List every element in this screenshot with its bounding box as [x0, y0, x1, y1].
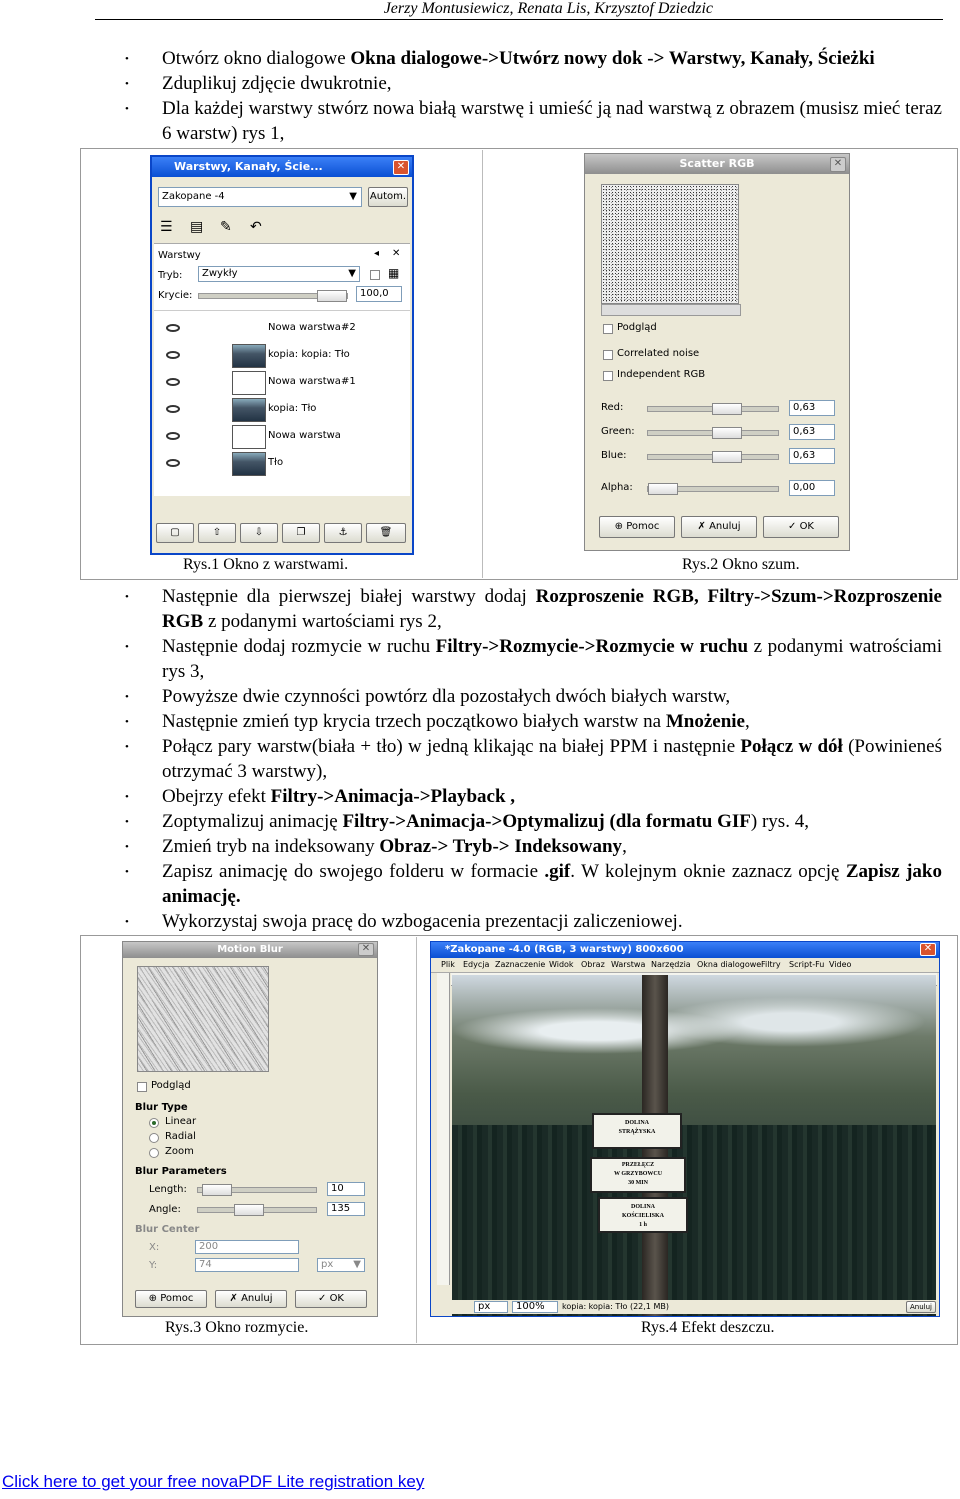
- zoom-radio[interactable]: [149, 1148, 159, 1158]
- menu-item[interactable]: Warstwa: [611, 960, 646, 969]
- radial-label: Radial: [165, 1131, 196, 1142]
- angle-label: Angle:: [149, 1204, 181, 1215]
- length-slider[interactable]: [197, 1187, 317, 1193]
- close-icon[interactable]: ✕: [920, 943, 936, 956]
- layers-title-bar[interactable]: Warstwy, Kanały, Ście... ✕: [152, 157, 412, 177]
- blue-slider[interactable]: [647, 454, 779, 460]
- instruction-list-2: [162, 584, 942, 934]
- correlated-label: Correlated noise: [617, 348, 700, 359]
- preview-label: Podgląd: [151, 1080, 191, 1091]
- blur-type-heading: Blur Type: [135, 1102, 188, 1113]
- raise-layer-icon[interactable]: ⇧: [198, 523, 236, 543]
- green-slider[interactable]: [647, 430, 779, 436]
- layer-name: Nowa warstwa#1: [268, 376, 356, 387]
- preview-hscroll[interactable]: [601, 304, 741, 316]
- layer-name: Nowa warstwa#2: [268, 322, 356, 333]
- menu-item[interactable]: Video: [829, 960, 852, 969]
- close-icon[interactable]: ✕: [393, 160, 409, 175]
- menu-item[interactable]: Obraz: [581, 960, 605, 969]
- layer-thumbnail: [232, 452, 266, 476]
- menu-item[interactable]: Script-Fu: [789, 960, 825, 969]
- figure-divider: [482, 150, 483, 578]
- list-item: • Zmień tryb na indeksowany Obraz-> Tryb-> Indeksowany,: [162, 834, 942, 859]
- menu-item[interactable]: Zaznaczenie: [495, 960, 546, 969]
- layer-row[interactable]: [160, 424, 408, 450]
- ok-button[interactable]: ✓ OK: [295, 1290, 367, 1308]
- motion-title-bar[interactable]: Motion Blur ✕: [123, 942, 377, 958]
- zoom-select[interactable]: 100%: [512, 1301, 558, 1313]
- layer-thumbnail: [232, 425, 266, 449]
- registration-link[interactable]: Click here to get your free novaPDF Lite registration key: [2, 1472, 425, 1491]
- menu-item[interactable]: Widok: [549, 960, 574, 969]
- layer-thumbnail: [232, 371, 266, 395]
- unit-select[interactable]: px: [474, 1301, 508, 1313]
- layer-name: Nowa warstwa: [268, 430, 341, 441]
- list-item: • Następnie dodaj rozmycie w ruchu Filtry->Rozmycie->Rozmycie w ruchu z podanymi watrościami rys 3,: [162, 634, 942, 684]
- image-select[interactable]: Zakopane -4 ▼: [158, 187, 362, 207]
- red-slider[interactable]: [647, 406, 779, 412]
- blue-spinner[interactable]: 0,63: [789, 448, 835, 464]
- length-label: Length:: [149, 1184, 187, 1195]
- trail-sign: PRZEŁĘCZ W GRZYBOWCU 30 MIN: [590, 1157, 686, 1193]
- help-icon: ⊕: [614, 521, 627, 532]
- mode-label: Tryb:: [158, 270, 183, 281]
- list-item: • Obejrzy efekt Filtry->Animacja->Playback ,: [162, 784, 942, 809]
- opacity-slider[interactable]: [198, 293, 348, 299]
- menu-item[interactable]: Filtry: [761, 960, 781, 969]
- layers-panel: [154, 243, 410, 496]
- scatter-rgb-dialog: [584, 153, 850, 551]
- green-spinner[interactable]: 0,63: [789, 424, 835, 440]
- preview-checkbox[interactable]: [137, 1082, 147, 1092]
- photo-canvas[interactable]: [452, 975, 936, 1316]
- layer-thumbnail: [232, 398, 266, 422]
- linear-label: Linear: [165, 1116, 197, 1127]
- layers-section-label: Warstwy: [158, 250, 201, 261]
- motion-blur-dialog: [122, 941, 378, 1317]
- list-item: • Powyższe dwie czynności powtórz dla pozostałych dwóch białych warstw,: [162, 684, 942, 709]
- caption-fig2: Rys.2 Okno szum.: [682, 556, 800, 573]
- ok-icon: ✓: [788, 521, 800, 532]
- close-icon[interactable]: ✕: [358, 943, 374, 956]
- correlated-checkbox[interactable]: [603, 350, 613, 360]
- dock-menu-icon[interactable]: ◂: [374, 248, 380, 259]
- forest: [452, 1125, 936, 1316]
- cancel-icon: ✗: [697, 521, 710, 532]
- list-item: • Zoptymalizuj animację Filtry->Animacja->Optymalizuj (dla formatu GIF) rys. 4,: [162, 809, 942, 834]
- layer-name: kopia: kopia: Tło: [268, 349, 350, 360]
- cancel-button[interactable]: Anuluj: [906, 1301, 936, 1313]
- eye-icon[interactable]: [166, 378, 180, 386]
- list-item: • Dla każdej warstwy stwórz nowa białą warstwę i umieść ją nad warstwą z obrazem (musisz mieć teraz 6 warstw) rys 1,: [162, 96, 942, 146]
- zoom-label: Zoom: [165, 1146, 194, 1157]
- cancel-button[interactable]: ✗ Anuluj: [681, 516, 757, 538]
- slider-thumb[interactable]: [317, 290, 347, 302]
- checker-icon: ▦: [388, 266, 400, 280]
- lower-layer-icon[interactable]: ⇩: [240, 523, 278, 543]
- layer-name: Tło: [268, 457, 284, 468]
- blur-center-heading: Blur Center: [135, 1224, 200, 1235]
- alpha-slider[interactable]: [647, 486, 779, 492]
- instruction-list-1: [162, 46, 942, 146]
- opacity-spinner[interactable]: 100,0: [356, 286, 402, 302]
- x-spinner[interactable]: 200: [195, 1240, 299, 1254]
- cancel-button[interactable]: ✗ Anuluj: [215, 1290, 287, 1308]
- green-label: Green:: [601, 426, 635, 437]
- layer-row[interactable]: [160, 343, 408, 369]
- linear-radio[interactable]: [149, 1118, 159, 1128]
- close-tab-icon[interactable]: ✕: [392, 248, 401, 259]
- help-icon: ⊕: [148, 1293, 161, 1304]
- eye-icon[interactable]: [166, 405, 180, 413]
- blur-params-heading: Blur Parameters: [135, 1166, 227, 1177]
- eye-icon[interactable]: [166, 351, 180, 359]
- delete-layer-icon[interactable]: 🗑: [366, 523, 406, 543]
- image-title-bar[interactable]: *Zakopane -4.0 (RGB, 3 warstwy) 800x600 ✕: [431, 942, 939, 958]
- x-label: X:: [149, 1242, 160, 1253]
- ok-icon: ✓: [318, 1293, 330, 1304]
- angle-spinner[interactable]: 135: [327, 1202, 365, 1216]
- menu-item[interactable]: Okna dialogowe: [697, 960, 762, 969]
- preview-label: Podgląd: [617, 322, 657, 333]
- y-label: Y:: [149, 1260, 158, 1271]
- slider-thumb[interactable]: [202, 1184, 232, 1196]
- list-item: • Otwórz okno dialogowe Okna dialogowe->Utwórz nowy dok -> Warstwy, Kanały, Ścieżki: [162, 46, 942, 71]
- figure-divider: [416, 937, 417, 1343]
- slider-thumb[interactable]: [234, 1204, 264, 1216]
- caption-fig1: Rys.1 Okno z warstwami.: [183, 556, 349, 573]
- page-header: [95, 0, 943, 20]
- layers-toolbar: [156, 523, 408, 545]
- layer-row[interactable]: [160, 370, 408, 396]
- snowy-slope: [452, 995, 936, 1085]
- radial-radio[interactable]: [149, 1133, 159, 1143]
- trail-sign: DOLINA KOŚCIELISKA 1 h: [598, 1197, 688, 1233]
- chevron-down-icon: ▼: [349, 191, 357, 202]
- red-spinner[interactable]: 0,63: [789, 400, 835, 416]
- unit-select[interactable]: px ▼: [317, 1258, 365, 1272]
- independent-checkbox[interactable]: [603, 371, 613, 381]
- layer-row[interactable]: [160, 316, 408, 342]
- mode-select[interactable]: Zwykły ▼: [198, 266, 360, 282]
- chevron-down-icon: ▼: [348, 268, 356, 279]
- caption-fig3: Rys.3 Okno rozmycie.: [165, 1319, 309, 1336]
- blur-preview: [137, 966, 269, 1072]
- undo-tab-icon[interactable]: ↶: [250, 219, 262, 235]
- slider-thumb[interactable]: [648, 483, 678, 495]
- slider-thumb[interactable]: [712, 451, 742, 463]
- header-authors: Jerzy Montusiewicz, Renata Lis, Krzysztof Dziedzic: [383, 0, 713, 17]
- cancel-icon: ✗: [229, 1293, 242, 1304]
- eye-icon[interactable]: [166, 432, 180, 440]
- opacity-label: Krycie:: [158, 290, 193, 301]
- layer-row[interactable]: [160, 397, 408, 423]
- list-item: • Następnie zmień typ krycia trzech początkowo białych warstw na Mnożenie,: [162, 709, 942, 734]
- menu-item[interactable]: Plik: [441, 960, 455, 969]
- status-text: kopia: kopia: Tło (22,1 MB): [562, 1302, 669, 1311]
- lock-checkbox[interactable]: [370, 270, 380, 280]
- length-spinner[interactable]: 10: [327, 1182, 365, 1196]
- help-button[interactable]: ⊕ Pomoc: [599, 516, 675, 538]
- status-bar: [436, 1300, 936, 1314]
- layer-thumbnail: [232, 344, 266, 368]
- paths-tab-icon[interactable]: ✎: [220, 219, 232, 235]
- ok-button[interactable]: ✓ OK: [763, 516, 839, 538]
- alpha-spinner[interactable]: 0,00: [789, 480, 835, 496]
- slider-thumb[interactable]: [712, 403, 742, 415]
- menu-item[interactable]: Edycja: [463, 960, 490, 969]
- red-label: Red:: [601, 402, 624, 413]
- menu-bar: [431, 958, 939, 973]
- alpha-label: Alpha:: [601, 482, 633, 493]
- scatter-title-bar[interactable]: Scatter RGB ✕: [585, 154, 849, 174]
- list-item: • Zapisz animację do swojego folderu w formacie .gif. W kolejnym oknie zaznacz opcję Zapisz jako animację.: [162, 859, 942, 909]
- channels-tab-icon[interactable]: ▤: [190, 219, 204, 235]
- menu-item[interactable]: Narzędzia: [651, 960, 691, 969]
- anchor-icon[interactable]: ⚓: [324, 523, 362, 543]
- angle-slider[interactable]: [197, 1207, 317, 1213]
- close-icon[interactable]: ✕: [830, 157, 846, 172]
- list-item: • Połącz pary warstw(biała + tło) w jedną klikając na białej PPM i następnie Połącz w dół (Powinieneś otrzymać 3 warstwy),: [162, 734, 942, 784]
- new-layer-icon[interactable]: ▢: [156, 523, 194, 543]
- duplicate-layer-icon[interactable]: ❐: [282, 523, 320, 543]
- dock-tabs: [158, 217, 298, 239]
- blue-label: Blue:: [601, 450, 627, 461]
- divider: [154, 310, 410, 311]
- eye-icon[interactable]: [166, 324, 180, 332]
- vertical-ruler: [437, 973, 450, 1285]
- preview-checkbox[interactable]: [603, 324, 613, 334]
- chevron-down-icon: ▼: [353, 1259, 361, 1270]
- list-item: • Następnie dla pierwszej białej warstwy dodaj Rozproszenie RGB, Filtry->Szum->Rozproszenie RGB z podanymi wartościami rys 2,: [162, 584, 942, 634]
- noise-preview: [601, 184, 739, 304]
- eye-icon[interactable]: [166, 459, 180, 467]
- trail-sign: DOLINA STRĄŻYSKA: [592, 1113, 682, 1149]
- list-item: • Zduplikuj zdjęcie dwukrotnie,: [162, 71, 942, 96]
- y-spinner[interactable]: 74: [195, 1258, 299, 1272]
- layers-tab-icon[interactable]: ☰: [160, 219, 173, 235]
- layer-row[interactable]: [160, 451, 408, 477]
- slider-thumb[interactable]: [712, 427, 742, 439]
- layers-dialog: [150, 155, 414, 555]
- list-item: • Wykorzystaj swoja pracę do wzbogacenia prezentacji zaliczeniowej.: [162, 909, 942, 934]
- caption-fig4: Rys.4 Efekt deszczu.: [641, 1319, 775, 1336]
- layer-name: kopia: Tło: [268, 403, 317, 414]
- help-button[interactable]: ⊕ Pomoc: [135, 1290, 207, 1308]
- auto-button[interactable]: Autom.: [368, 187, 408, 207]
- independent-label: Independent RGB: [617, 369, 706, 380]
